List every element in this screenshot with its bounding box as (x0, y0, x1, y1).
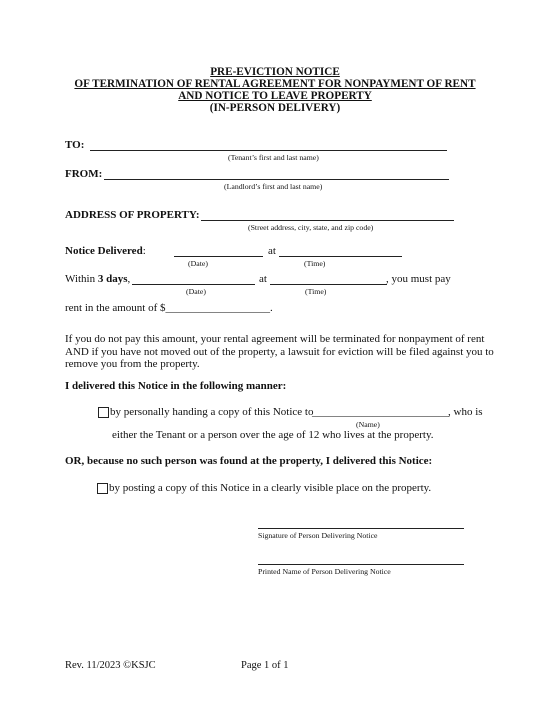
within-row (65, 273, 130, 285)
within-days: 3 days (97, 273, 128, 285)
within-at-text: at (259, 273, 267, 285)
delivered-time-field[interactable] (279, 256, 402, 257)
within-date-caption: (Date) (186, 287, 206, 296)
delivered-date-caption: (Date) (188, 259, 208, 268)
page-number: Page 1 of 1 (241, 660, 289, 671)
to-caption: (Tenant’s first and last name) (228, 153, 319, 162)
rent-amount-text: rent in the amount of $___________________. (65, 302, 273, 314)
delivered-at-text: at (268, 245, 276, 257)
to-field[interactable] (90, 150, 447, 151)
option1-name-caption: (Name) (356, 420, 380, 429)
delivered-date-field[interactable] (174, 256, 263, 257)
option1-text-after: , who is (448, 406, 483, 418)
title-line-4: (IN-PERSON DELIVERY) (209, 102, 341, 114)
option1-text: by personally handing a copy of this Notice to (110, 406, 314, 418)
notice-delivered-colon: : (142, 245, 146, 257)
posting-checkbox[interactable] (97, 483, 108, 494)
warning-paragraph: If you do not pay this amount, your rental agreement will be terminated for nonpayment of rent AND if you have not moved out of the property, a lawsuit for eviction will be filed against you to remove you from the property. (65, 333, 494, 370)
delivered-time-caption: (Time) (304, 259, 326, 268)
or-heading: OR, because no such person was found at the property, I delivered this Notice: (65, 455, 433, 467)
from-caption: (Landlord’s first and last name) (224, 182, 323, 191)
signature-caption: Signature of Person Delivering Notice (258, 531, 378, 540)
within-suffix: , you must pay (386, 273, 451, 285)
printed-name-line[interactable] (258, 564, 464, 565)
option1-line2: either the Tenant or a person over the age of 12 who lives at the property. (112, 429, 434, 441)
revision-footer: Rev. 11/2023 ©KSJC (65, 660, 156, 671)
to-label: TO: (65, 139, 85, 151)
manner-heading: I delivered this Notice in the following manner: (65, 380, 287, 392)
option2-text: by posting a copy of this Notice in a clearly visible place on the property. (109, 482, 432, 494)
title-line-1: PRE-EVICTION NOTICE (210, 66, 340, 78)
from-field[interactable] (104, 179, 449, 180)
within-time-field[interactable] (270, 284, 387, 285)
notice-delivered-label: Notice Delivered (65, 245, 143, 257)
title-line-2: OF TERMINATION OF RENTAL AGREEMENT FOR NONPAYMENT OF RENT (74, 78, 476, 90)
title-line-3: AND NOTICE TO LEAVE PROPERTY (178, 90, 372, 102)
signature-line[interactable] (258, 528, 464, 529)
address-label: ADDRESS OF PROPERTY: (65, 209, 200, 221)
option1-name-blank[interactable]: _________________________ (312, 406, 450, 418)
printed-name-caption: Printed Name of Person Delivering Notice (258, 567, 391, 576)
within-date-field[interactable] (132, 284, 255, 285)
within-time-caption: (Time) (305, 287, 327, 296)
hand-delivery-checkbox[interactable] (98, 407, 109, 418)
within-comma: , (127, 273, 131, 285)
address-field[interactable] (201, 220, 454, 221)
from-label: FROM: (65, 168, 103, 180)
within-prefix: Within (65, 273, 98, 285)
notice-delivered-row (65, 245, 146, 257)
address-caption: (Street address, city, state, and zip code) (248, 223, 374, 232)
